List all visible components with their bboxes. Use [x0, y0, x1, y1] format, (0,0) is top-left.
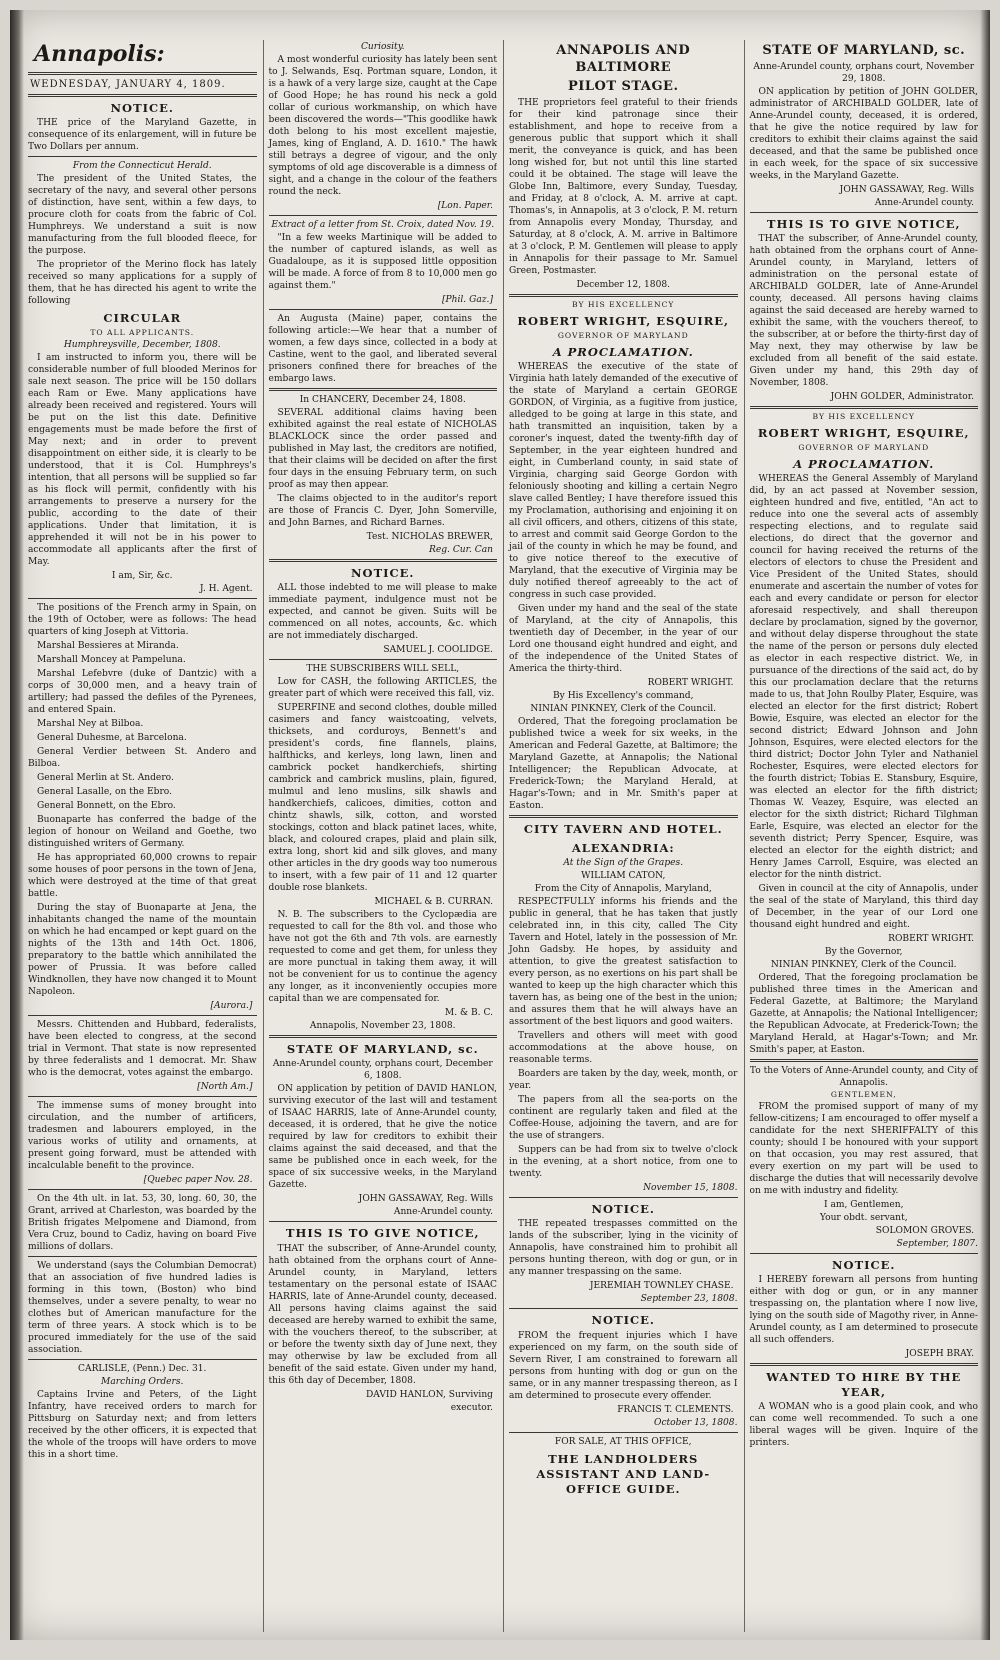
divider	[28, 1359, 257, 1360]
scan-left-edge	[10, 10, 24, 1640]
circular-heading: CIRCULAR	[103, 311, 182, 326]
give-notice-signature: executor.	[450, 1402, 493, 1413]
divider	[509, 1308, 738, 1309]
price-notice: THE price of the Maryland Gazette, in consequence of its enlargement, will in future be Two Dollars per annum.	[28, 118, 257, 153]
spain-item: Marshal Lefebvre (duke of Dantzic) with a corps of 30,000 men, and a heavy train of artillery; had passed the defiles of the Pyrenees, and entered Spain.	[28, 668, 257, 715]
subscribers-initials: M. & B. C.	[444, 1008, 493, 1019]
article-source: [North Am.]	[197, 1081, 253, 1092]
chase-date: September 23, 1808.	[640, 1294, 738, 1305]
bray-paragraph: I HEREBY forewarn all persons from hunting either with dog or gun, or in any manner trespassing on, the plantation where I now live, lying on the south side of Magothy river, in Anne-Arundel county, as I am determined to prosecute all such offenders.	[749, 1274, 978, 1345]
divider	[269, 659, 498, 660]
clements-paragraph: FROM the frequent injuries which I have experienced on my farm, on the south side of Severn River, I am constrained to forewarn all persons from hunting with dog or gun on the same, or in any manner trespassing thereon, as I am determined to prosecute every offender.	[509, 1330, 738, 1401]
proclamation-paragraph: WHEREAS the General Assembly of Maryland did, by an act passed at November session, eighteen hundred and five, entitled, "An act to reduce into one the several acts of assembly respecting elections, and to regulate said elections, do direct that the governor and council for having received the returns of the electors of electors to chuse the President and Vice President of the United States, should enumerate and ascertain the number of votes for each and every candidate or person for elector aforesaid respectively, and shall thereupon declare by proclamation, signed by the governor, and without delay disperse throughout the state the name of the person or persons duly elected as elector in each respective district. We, in pursuance of the directions of the said act, do by this our proclamation declare that the returns made to us, that John Roulby Plater, Esquire, was elected an elector for the first district; Robert Bowie, Esquire, was elected an elector for the second district; Edward Johnson and John Johnson, Esquires, were elected electors for the third district; Doctor John Tyler and Nathaniel Rochester, Esquires, were elected electors for the fourth district; Tobias E. Stansbury, Esquire, was elected an elector for the fifth district; Thomas W. Veazey, Esquire, was elected an elector for the sixth district; Richard Tilghman Earle, Esquire, was elected an elector for the seventh district; Perry Spencer, Esquire, was elected an elector for the eighth district; and Henry James Carroll, Esquire, was elected an elector for the ninth district.	[749, 473, 978, 880]
article-source: [Phil. Gaz.]	[441, 295, 493, 305]
state-heading: STATE OF MARYLAND, sc.	[286, 1042, 479, 1057]
circular-place: Humphreysville, December, 1808.	[63, 339, 221, 350]
proclamation-paragraph: Given in council at the city of Annapolis, under the seal of the state of Maryland, this third day of December, in the year of our Lord one thousand eight hundred and eight.	[749, 883, 978, 930]
article-source: [Lon. Paper.	[437, 201, 493, 211]
circular-paragraph: I am instructed to inform you, there will be considerable number of full blooded Merinos for sale next season. The price will be 150 dollars each Ram or Ewe. Many applications have already been received and registered. Yours will be put on the list this date. Definitive engagements must be made before the first of May next; and in order to prevent disappointment on either side, it is clearly to be understood, that it is Col. Humphreys's intention, that all persons will be supplied so far as his flock will permit, confidently with his arrangements to preserve a nursery for the public, according to the date of their applications. Under that limitation, it is apprehended it will not be in his power to accommodate all applicants after the first of May.	[28, 352, 257, 567]
scan-right-edge	[980, 10, 990, 1640]
tavern-paragraph: Travellers and others will meet with good accommodations at the above house, on reasonable terms.	[509, 1031, 738, 1066]
divider	[269, 309, 498, 310]
divider	[28, 94, 257, 97]
subscribers-paragraph: Low for CASH, the following ARTICLES, the greater part of which were received this fall, viz.	[268, 677, 497, 700]
give-notice-heading: THIS IS TO GIVE NOTICE,	[285, 1226, 480, 1241]
divider	[28, 1256, 257, 1257]
notice-paragraph: ALL those indebted to me will please to make immediate payment, indulgence must not be expected, and cannot be given. Suits will be commenced on all notes, accounts, &c. which are not immediately discharged.	[268, 583, 497, 642]
carlisle-paragraph: Captains Irvine and Peters, of the Light Infantry, have received orders to march for Pittsburg on Saturday next; and from letters received by the other officers, it is expected that the whole of the troops will have orders to move this in a short time.	[28, 1389, 257, 1460]
notice-heading: NOTICE.	[110, 101, 174, 116]
divider	[28, 1189, 257, 1190]
wanted-paragraph: A WOMAN who is a good plain cook, and who can come well recommended. To such a one liberal wages will be given. Inquire of the printers.	[749, 1402, 978, 1449]
divider	[509, 1197, 738, 1198]
curiosity-paragraph: A most wonderful curiosity has lately been sent to J. Selwands, Esq. Portman square, London, it is a hawk of a very large size, caught at the Cape of Good Hope; he has round his neck a gold collar of curious workmanship, on which have been discovered the words—"This goodlike hawk doth belong to his most excellent majestie, James, king of England, A. D. 1610." The hawk still betrays a degree of vigour, and the only symptoms of old age discoverable is a dimness of sight, and a change in the colour of the feathers round the neck.	[268, 55, 497, 197]
state-subheading: Anne-Arundel county, orphans court, November 29, 1808.	[753, 62, 975, 85]
croix-heading: Extract of a letter from St. Croix, dated Nov. 19.	[271, 220, 495, 230]
croix-paragraph: "In a few weeks Martinique will be added to the number of captured islands, as well as Guadaloupe, as it is supposed little opposition will be made. A force of from 8 to 10,000 men go against them."	[268, 233, 497, 291]
bray-signature: JOSEPH BRAY.	[905, 1348, 974, 1359]
divider	[269, 1221, 498, 1222]
divider	[28, 598, 257, 599]
spain-item: General Merlin at St. Andero.	[37, 772, 174, 783]
merino-paragraph: The president of the United States, the secretary of the navy, and several other persons of distinction, have sent, within a few days, to procure cloth for coats from the fabric of Col. Humphreys. We understand a suit is now manufacturing from the full blooded fleece, for the purpose.	[28, 174, 257, 257]
subscribers-date: Annapolis, November 23, 1808.	[309, 1021, 456, 1032]
divider	[750, 212, 979, 213]
divider	[750, 406, 979, 409]
proclamation-signature: ROBERT WRIGHT.	[647, 677, 734, 688]
state-heading: STATE OF MARYLAND, sc.	[762, 43, 966, 58]
chancery-paragraph: SEVERAL additional claims having been exhibited against the real estate of NICHOLAS BLACKLOCK since the order passed and published in May last, the creditors are notified, that their claims will be decided on after the first four days in the ensuing February term, on such proof as may then appear.	[268, 408, 497, 490]
bray-heading: NOTICE.	[832, 1257, 896, 1272]
divider	[269, 388, 498, 391]
tavern-sign: At the Sign of the Grapes.	[563, 858, 684, 869]
proclamation-paragraph: Ordered, That the foregoing proclamation be published twice a week for six weeks, in the American and Federal Gazette, at Baltimore; the Maryland Gazette, at Annapolis; the National Intelligencer; the Republican Advocate, at Frederick-Town; the Maryland Herald, at Hagar's-Town; and in Mr. Smith's paper at Easton.	[509, 716, 738, 811]
proclamation-paragraph: Given under my hand and the seal of the state of Maryland, at the city of Annapolis, this twentieth day of December, in the year of our Lord one thousand eight hundred and eight, and of the independence of the United States of America the thirty-third.	[509, 603, 738, 674]
tavern-paragraph: Boarders are taken by the day, week, month, or year.	[509, 1069, 738, 1092]
state-signature: JOHN GASSAWAY, Reg. Wills	[839, 185, 974, 196]
clements-date: October 13, 1808.	[653, 1417, 738, 1428]
divider	[28, 1015, 257, 1016]
merino-paragraph: The proprietor of the Merino flock has lately received so many applications for a supply of them, that he has directed his agent to write the following	[28, 260, 257, 307]
bonaparte-paragraph: He has appropriated 60,000 crowns to repair some houses of poor persons in the town of Jena, which were destroyed at the time of that great battle.	[28, 852, 257, 899]
circular-signature: J. H. Agent.	[199, 583, 253, 594]
spain-intro: The positions of the French army in Spain, on the 19th of October, were as follows: The head quarters of king Joseph at Vittoria.	[28, 602, 257, 637]
chase-paragraph: THE repeated trespasses committed on the lands of the subscriber, lying in the vicinity of Annapolis, have constrained him to prohibit all persons hunting thereon, with dog or gun, or in any manner trespassing on the same.	[509, 1219, 738, 1278]
state-signature: JOHN GASSAWAY, Reg. Wills	[358, 1194, 493, 1205]
subscribers-signature: MICHAEL & B. CURRAN.	[374, 897, 493, 908]
tavern-paragraph: RESPECTFULLY informs his friends and the public in general, that he has taken that justly celebrated inn, in this city, called The City Tavern and Hotel, lately in the possession of Mr. John Gadsby. He hopes, by assiduity and attention, to give the greatest satisfaction to every person, as no exertions on his part shall be wanted to keep up the high character which this tavern has, as being one of the best in the union; and assures them that he will always have an assortment of the best liquors and good waiters.	[509, 897, 738, 1028]
voters-salute: GENTLEMEN,	[830, 1089, 897, 1099]
pilot-paragraph: THE proprietors feel grateful to their friends for their kind patronage since their establishment, and hope to receive from a generous public that support which it shall merit, the conveyance is quick, and has been long wished for, but not until this line started could it be obtained. The stage will leave the Globe Inn, Baltimore, every Sunday, Tuesday, and Friday, at 8 o'clock, A. M. arrive at capt. Thomas's, in Annapolis, at 3 o'clock, P. M. return from Annapolis every Monday, Thursday, and Saturday, at 8 o'clock, A. M. arrive in Baltimore at 3 o'clock, P. M. Gentlemen will please to apply in Annapolis for their passage to Mr. Samuel Green, Postmaster.	[509, 98, 738, 277]
voters-heading: To the Voters of Anne-Arundel county, and City of Annapolis.	[749, 1065, 978, 1088]
divider	[750, 1363, 979, 1366]
subscribers-heading: THE SUBSCRIBERS WILL SELL,	[306, 664, 460, 675]
circular-to: TO ALL APPLICANTS.	[90, 327, 195, 337]
spain-item: General Verdier between St. Andero and Bilboa.	[28, 746, 257, 769]
divider	[28, 72, 257, 75]
clements-heading: NOTICE.	[591, 1313, 655, 1328]
voters-date: September, 1807.	[896, 1238, 978, 1249]
divider	[269, 1035, 498, 1038]
divider	[509, 1432, 738, 1433]
column-1	[28, 40, 257, 1632]
divider	[28, 156, 257, 157]
augusta-paragraph: An Augusta (Maine) paper, contains the following article:—We hear that a number of women, a few days since, collected in a body at Castine, went to the gaol, and liberated several prisoners confined there for breaches of the embargo laws.	[268, 314, 497, 384]
masthead-title: Annapolis:	[34, 41, 165, 67]
state-signature: Anne-Arundel county.	[874, 198, 974, 209]
tavern-paragraph: The papers from all the sea-ports on the continent are regularly taken and filed at the Coffee-House, adjoining the tavern, and are for the use of strangers.	[509, 1095, 738, 1142]
spain-item: Marshal Bessieres at Miranda.	[37, 640, 179, 651]
circular-close: I am, Sir, &c.	[111, 570, 173, 581]
ship-paragraph: On the 4th ult. in lat. 53, 30, long. 60, 30, the Grant, arrived at Charleston, was boarded by the British frigates Melpomene and Diamond, from Vera Cruz, bound to Cadiz, having on board Five millions of dollars.	[28, 1193, 257, 1252]
divider	[509, 815, 738, 818]
give-notice-heading: THIS IS TO GIVE NOTICE,	[766, 217, 961, 232]
chancery-registrar: Reg. Cur. Can	[428, 545, 493, 555]
chancery-test: Test. NICHOLAS BREWER,	[366, 532, 493, 542]
pilot-heading: ANNAPOLIS AND BALTIMORE	[556, 43, 691, 76]
divider	[750, 1059, 979, 1062]
proclamation-governor: GOVERNOR OF MARYLAND	[798, 442, 930, 452]
spain-item: General Lasalle, on the Ebro.	[37, 786, 172, 797]
spain-item: General Duhesme, at Barcelona.	[37, 732, 187, 743]
divider	[269, 215, 498, 216]
chase-heading: NOTICE.	[591, 1202, 655, 1217]
bonaparte-paragraph: Buonaparte has conferred the badge of the legion of honour on Weiland and Goethe, two distinguished writers of Germany.	[28, 814, 257, 849]
tavern-from: From the City of Annapolis, Maryland,	[534, 884, 712, 895]
notice-signature: SAMUEL J. COOLIDGE.	[383, 645, 493, 656]
carlisle-heading: CARLISLE, (Penn.) Dec. 31.	[78, 1363, 207, 1374]
proclamation-command: By His Excellency's command,	[553, 690, 694, 701]
columbian-paragraph: We understand (says the Columbian Democrat) that an association of five hundred ladies is forming in this town, (Boston) who bind themselves, under a severe penalty, to wear no clothes but of American manufacture for the term of three years. A stock which is to be procured immediately for the use of the said association.	[28, 1260, 257, 1355]
clements-signature: FRANCIS T. CLEMENTS.	[617, 1404, 734, 1415]
carlisle-subheading: Marching Orders.	[101, 1376, 184, 1387]
proclamation-governor: GOVERNOR OF MARYLAND	[557, 330, 689, 340]
spain-item: Marshal Ney at Bilboa.	[37, 718, 144, 729]
proclamation-by: BY HIS EXCELLENCY	[572, 300, 675, 310]
subscribers-paragraph: SUPERFINE and second clothes, double milled casimers and fancy waistcoating, velvets, thicksets, and corduroys, Bennett's and president's cords, fine flannels, plains, halfthicks, and kerleys, long lawn, linen and cambrick pocket handkerchiefs, shirting cambrick and cambrick muslins, plain, figured, mulmul and leno muslins, silk shawls and handkerchiefs, calicoes, dimities, cotton and chintz shawls, silk, cotton, and worsted stockings, cotton and black patinet laces, white, black, and coloured crapes, plaid and plain silk, extra long, short kid and silk gloves, and many other articles in the dry goods way too numerous to insert, with a few pair of 11 and 12 quarter double rose blankets.	[268, 703, 497, 894]
divider	[269, 559, 498, 562]
give-notice-signature: DAVID HANLON, Surviving	[365, 1389, 493, 1400]
newspaper-page	[10, 10, 990, 1640]
voters-paragraph: FROM the promised support of many of my fellow-citizens; I am encouraged to offer myself a candidate for the next SHERIFFALTY of this county; should I be honoured with your support on that occasion, you may rest assured, that every exertion on my part will be used to discharge the duties that will necessarily devolve on me with industry and fidelity.	[749, 1101, 978, 1196]
pilot-heading: PILOT STAGE.	[568, 79, 679, 95]
spain-item: General Bonnett, on the Ebro.	[37, 800, 176, 811]
proclamation-clerk: NINIAN PINKNEY, Clerk of the Council.	[770, 959, 957, 970]
proclamation-title: A PROCLAMATION.	[552, 344, 694, 359]
state-paragraph: ON application by petition of DAVID HANLON, surviving executor of the last will and testament of ISAAC HARRIS, late of Anne-Arundel county, deceased, it is ordered, that he give the notice required by law for creditors to exhibit their claims against the said deceased, and that the same be published once in each week, for the space of six successive weeks, in the Maryland Gazette.	[268, 1084, 497, 1191]
voters-close: Your obdt. servant,	[819, 1212, 908, 1223]
sale-heading: FOR SALE, AT THIS OFFICE,	[554, 1436, 692, 1447]
voters-close: I am, Gentlemen,	[823, 1199, 904, 1210]
vermont-paragraph: Messrs. Chittenden and Hubbard, federalists, have been elected to congress, at the second trial in Vermont. That state is now represented by three federalists and 1 democrat. Mr. Shaw who is the democrat, votes against the embargo.	[28, 1019, 257, 1078]
proclamation-command: By the Governor,	[824, 946, 903, 957]
give-notice-paragraph: THAT the subscriber, of Anne-Arundel county, hath obtained from the orphans court of Anne-Arundel county, in Maryland, letters of administration on the personal estate of ARCHIBALD GOLDER, late of Anne-Arundel county, deceased. All persons having claims against the said deceased are hereby warned to exhibit the same, with the vouchers thereof, to the subscriber, at or before the thirty-first day of May next, they may otherwise by law be excluded from all benefit of the said estate. Given under my hand, this 29th day of November, 1808.	[749, 234, 978, 389]
state-subheading: Anne-Arundel county, orphans court, December 6, 1808.	[272, 1059, 493, 1082]
give-notice-paragraph: THAT the subscriber, of Anne-Arundel county, hath obtained from the orphans court of Anne-Arundel county, in Maryland, letters testamentary on the personal estate of ISAAC HARRIS, late of Anne-Arundel county, deceased. All persons having claims against the said deceased are hereby warned to exhibit the same, with the vouchers thereof, to the subscriber, at or before the twenty sixth day of June next, they may otherwise by law be excluded from all benefit of the said estate. Given under my hand, this 6th day of December, 1808.	[268, 1243, 497, 1386]
voters-signature: SOLOMON GROVES.	[875, 1225, 974, 1236]
notice-heading: NOTICE.	[351, 566, 415, 580]
chase-signature: JEREMIAH TOWNLEY CHASE.	[589, 1281, 734, 1292]
tavern-paragraph: Suppers can be had from six to twelve o'clock in the evening, at a short notice, from one to twenty.	[509, 1145, 738, 1180]
proclamation-clerk: NINIAN PINKNEY, Clerk of the Council.	[530, 703, 717, 714]
bonaparte-paragraph: During the stay of Buonaparte at Jena, the inhabitants changed the name of the mountain on which he had encamped or kept guard on the nights of the 13th and 14th Oct. 1806, preparatory to the battle which annihilated the power of Prussia. It was before called Windknollen, they have now changed it to Mount Napoleon.	[28, 902, 257, 997]
chancery-paragraph: The claims objected to in the auditor's report are those of Francis C. Dyer, John Somerville, and John Barnes, and Richard Barnes.	[268, 494, 497, 528]
tavern-keeper: WILLIAM CATON,	[581, 871, 666, 882]
chancery-heading: In CHANCERY, December 24, 1808.	[299, 395, 466, 405]
give-notice-signature: JOHN GOLDER, Administrator.	[830, 392, 974, 403]
article-source: [Aurora.]	[210, 1000, 253, 1011]
proclamation-title: A PROCLAMATION.	[793, 456, 935, 471]
article-source: [Quebec paper Nov. 28.	[143, 1174, 253, 1185]
proclamation-name: ROBERT WRIGHT, ESQUIRE,	[517, 314, 730, 329]
state-paragraph: ON application by petition of JOHN GOLDER, administrator of ARCHIBALD GOLDER, late of Anne-Arundel county, deceased, it is ordered, that he give the notice required by law for creditors to exhibit their claims against the said deceased, and that the same be published once in each week, for the space of six successive weeks, in the Maryland Gazette.	[749, 87, 978, 182]
masthead-date: WEDNESDAY, JANUARY 4, 1809.	[30, 79, 226, 91]
tavern-heading: CITY TAVERN AND HOTEL.	[523, 821, 723, 836]
proclamation-paragraph: WHEREAS the executive of the state of Virginia hath lately demanded of the executive of the state of Maryland a certain GEORGE GORDON, of Virginia, as a fugitive from justice, alledged to be going at large in this state, and hath transmitted an inquisition, taken by a coroner's inquest, dated the twenty-fifth day of September, in the year eighteen hundred and eight, in Cumberland county, in said state of Virginia, charging said George Gordon with feloniously shooting and killing a certain Negro slave called Bentley; I have therefore issued this my Proclamation, authorising and enjoining it on all civil officers, and others, citizens of this state, to arrest and commit said George Gordon to the jail of the county in which he may be found, and to give notice thereof to the executive of Maryland, that the executive of Virginia may be duly notified thereof agreeably to the act of congress in such case provided.	[509, 361, 738, 600]
spain-item: Marshall Moncey at Pampeluna.	[37, 654, 186, 665]
proclamation-by: BY HIS EXCELLENCY	[812, 412, 915, 422]
divider	[509, 294, 738, 297]
state-signature: Anne-Arundel county.	[393, 1207, 493, 1218]
column-4	[744, 40, 979, 1632]
tavern-city: ALEXANDRIA:	[571, 841, 675, 856]
pilot-date: December 12, 1808.	[576, 280, 671, 291]
quebec-paragraph: The immense sums of money brought into circulation, and the number of artificers, tradesmen and labourers employed, in the various works of utility and ornaments, at present going forward, must be attended with incalculable benefit to the province.	[28, 1100, 257, 1171]
proclamation-signature: ROBERT WRIGHT.	[888, 933, 974, 944]
proclamation-name: ROBERT WRIGHT, ESQUIRE,	[757, 426, 970, 441]
sale-title: THE LANDHOLDERS ASSISTANT AND LAND-OFFICE GUIDE.	[536, 1451, 711, 1496]
column-2	[263, 40, 498, 1632]
tavern-date: November 15, 1808.	[643, 1183, 738, 1194]
divider	[750, 1253, 979, 1254]
subscribers-paragraph: N. B. The subscribers to the Cyclopædia are requested to call for the 8th vol. and those who have not got the 6th and 7th vols. are earnestly requested to come and get them, for unless they are more punctual in taking them away, it will not be convenient for us to continue the agency any longer, as it inconveniently occupies more capital than we are compensated for.	[268, 910, 497, 1005]
columns	[28, 40, 978, 1632]
article-source: From the Connecticut Herald.	[72, 161, 212, 172]
curiosity-heading: Curiosity.	[360, 42, 405, 52]
divider	[28, 1096, 257, 1097]
wanted-heading: WANTED TO HIRE BY THE YEAR,	[766, 1369, 962, 1400]
column-3	[503, 40, 738, 1632]
proclamation-paragraph: Ordered, That the foregoing proclamation be published three times in the American and Federal Gazette, at Baltimore; the Maryland Gazette, at Annapolis; the National Intelligencer; the Republican Advocate, at Frederick-Town; the Maryland Herald, at Hagar's-Town; and Mr. Smith's paper, at Easton.	[749, 972, 978, 1055]
